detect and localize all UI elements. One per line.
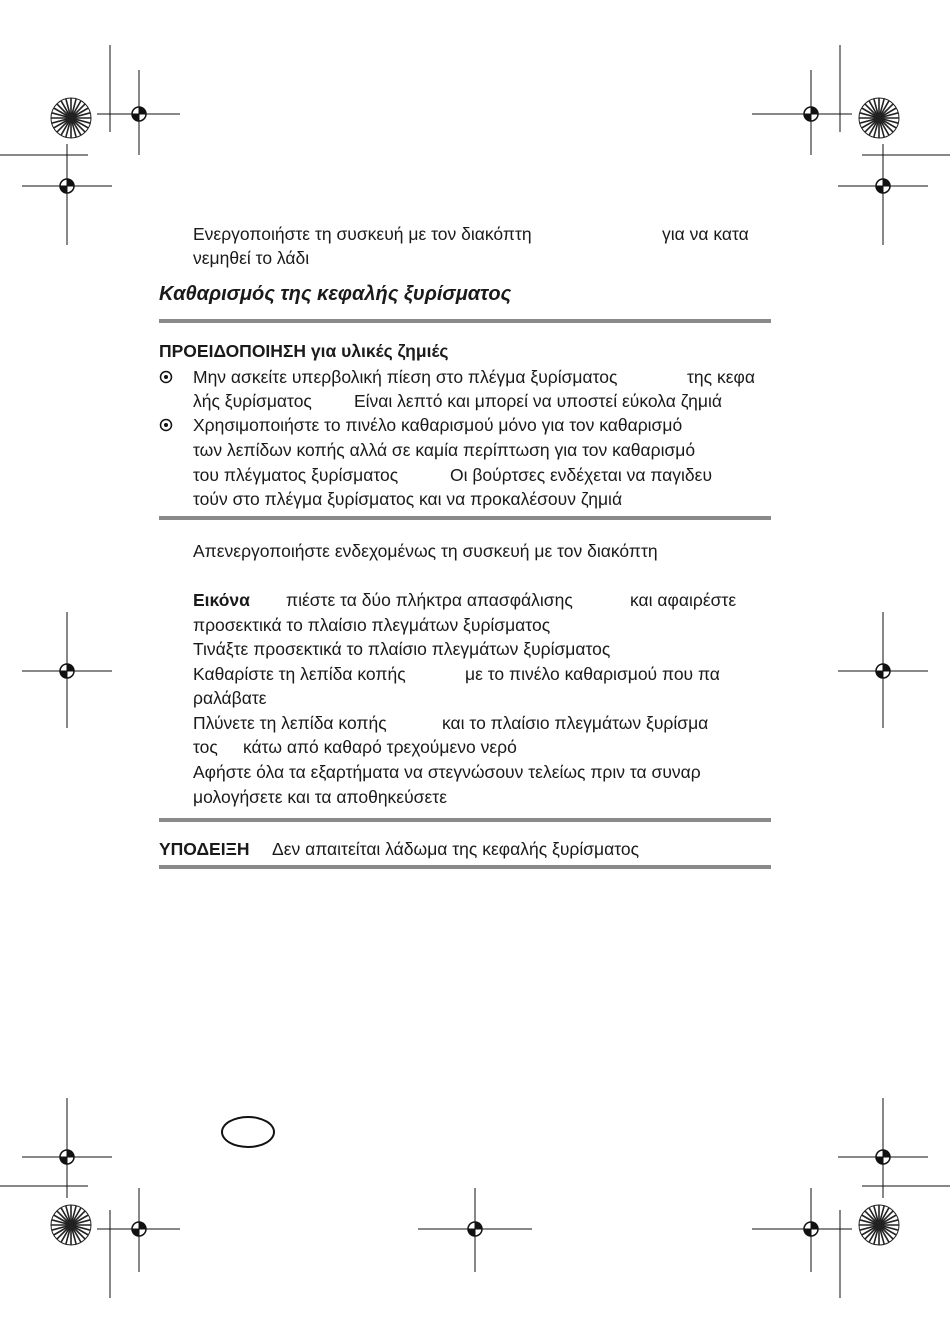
divider-rule bbox=[159, 865, 771, 869]
warning-item-2-line-4: τούν στο πλέγμα ξυρίσματος και να προκαλέσουν ζημιά bbox=[193, 489, 623, 509]
warning-item-2-line-3a: του πλέγματος ξυρίσματος bbox=[193, 465, 399, 485]
note-text: Δεν απαιτείται λάδωμα της κεφαλής ξυρίσματος bbox=[272, 839, 640, 859]
warning-item-2-line-1: Χρησιμοποιήστε το πινέλο καθαρισμού μόνο για τον καθαρισμό bbox=[193, 415, 683, 435]
step-4-b: με το πινέλο καθαρισμού που πα bbox=[465, 664, 720, 684]
step-2-figure-label: Εικόνα bbox=[193, 590, 250, 610]
step-6-line-2: μολογήσετε και τα αποθηκεύσετε bbox=[193, 787, 447, 807]
intro-line-1b: για να κατα bbox=[662, 224, 749, 244]
step-5-b: και το πλαίσιο πλεγμάτων ξυρίσμα bbox=[442, 713, 709, 733]
divider-rule bbox=[159, 516, 771, 520]
warning-item-1-line-2b: Είναι λεπτό και μπορεί να υποστεί εύκολα ζημιά bbox=[354, 391, 722, 411]
divider-rule bbox=[159, 319, 771, 323]
section-title: Καθαρισμός της κεφαλής ξυρίσματος bbox=[159, 283, 512, 305]
step-6-line-1: Αφήστε όλα τα εξαρτήματα να στεγνώσουν τελείως πριν τα συναρ bbox=[193, 762, 701, 782]
step-2-line-1: πιέστε τα δύο πλήκτρα απασφάλισης bbox=[286, 590, 573, 610]
intro-line-2: νεμηθεί το λάδι bbox=[193, 248, 310, 268]
warning-item-1-line-1b: της κεφα bbox=[687, 367, 755, 387]
step-2-line-1b: και αφαιρέστε bbox=[630, 590, 737, 610]
step-5-line-2a: τος bbox=[193, 737, 218, 757]
language-oval bbox=[221, 1116, 275, 1148]
step-4-line-2: ραλάβατε bbox=[193, 688, 267, 708]
step-5-a: Πλύνετε τη λεπίδα κοπής bbox=[193, 713, 387, 733]
intro-line-1a: Ενεργοποιήστε τη συσκευή με τον διακόπτη bbox=[193, 224, 532, 244]
bullet-icon bbox=[159, 370, 173, 384]
note-label: ΥΠΟΔΕΙΞΗ bbox=[159, 839, 250, 859]
warning-title: ΠΡΟΕΙΔΟΠΟΙΗΣΗ για υλικές ζημιές bbox=[159, 341, 449, 361]
step-1: Απενεργοποιήστε ενδεχομένως τη συσκευή με τον διακόπτη bbox=[193, 541, 658, 561]
step-2-line-2: προσεκτικά το πλαίσιο πλεγμάτων ξυρίσματος bbox=[193, 615, 551, 635]
warning-item-2-line-3b: Οι βούρτσες ενδέχεται να παγιδευ bbox=[450, 465, 713, 485]
divider-rule bbox=[159, 818, 771, 822]
warning-item-1-line-1a: Μην ασκείτε υπερβολική πίεση στο πλέγμα ξυρίσματος bbox=[193, 367, 618, 387]
bullet-icon bbox=[159, 418, 173, 432]
step-5-line-2b: κάτω από καθαρό τρεχούμενο νερό bbox=[243, 737, 517, 757]
warning-item-1-line-2a: λής ξυρίσματος bbox=[193, 391, 312, 411]
step-3: Τινάξτε προσεκτικά το πλαίσιο πλεγμάτων ξυρίσματος bbox=[193, 639, 611, 659]
warning-item-2-line-2: των λεπίδων κοπής αλλά σε καμία περίπτωση για τον καθαρισμό bbox=[193, 440, 696, 460]
step-4-a: Καθαρίστε τη λεπίδα κοπής bbox=[193, 664, 406, 684]
